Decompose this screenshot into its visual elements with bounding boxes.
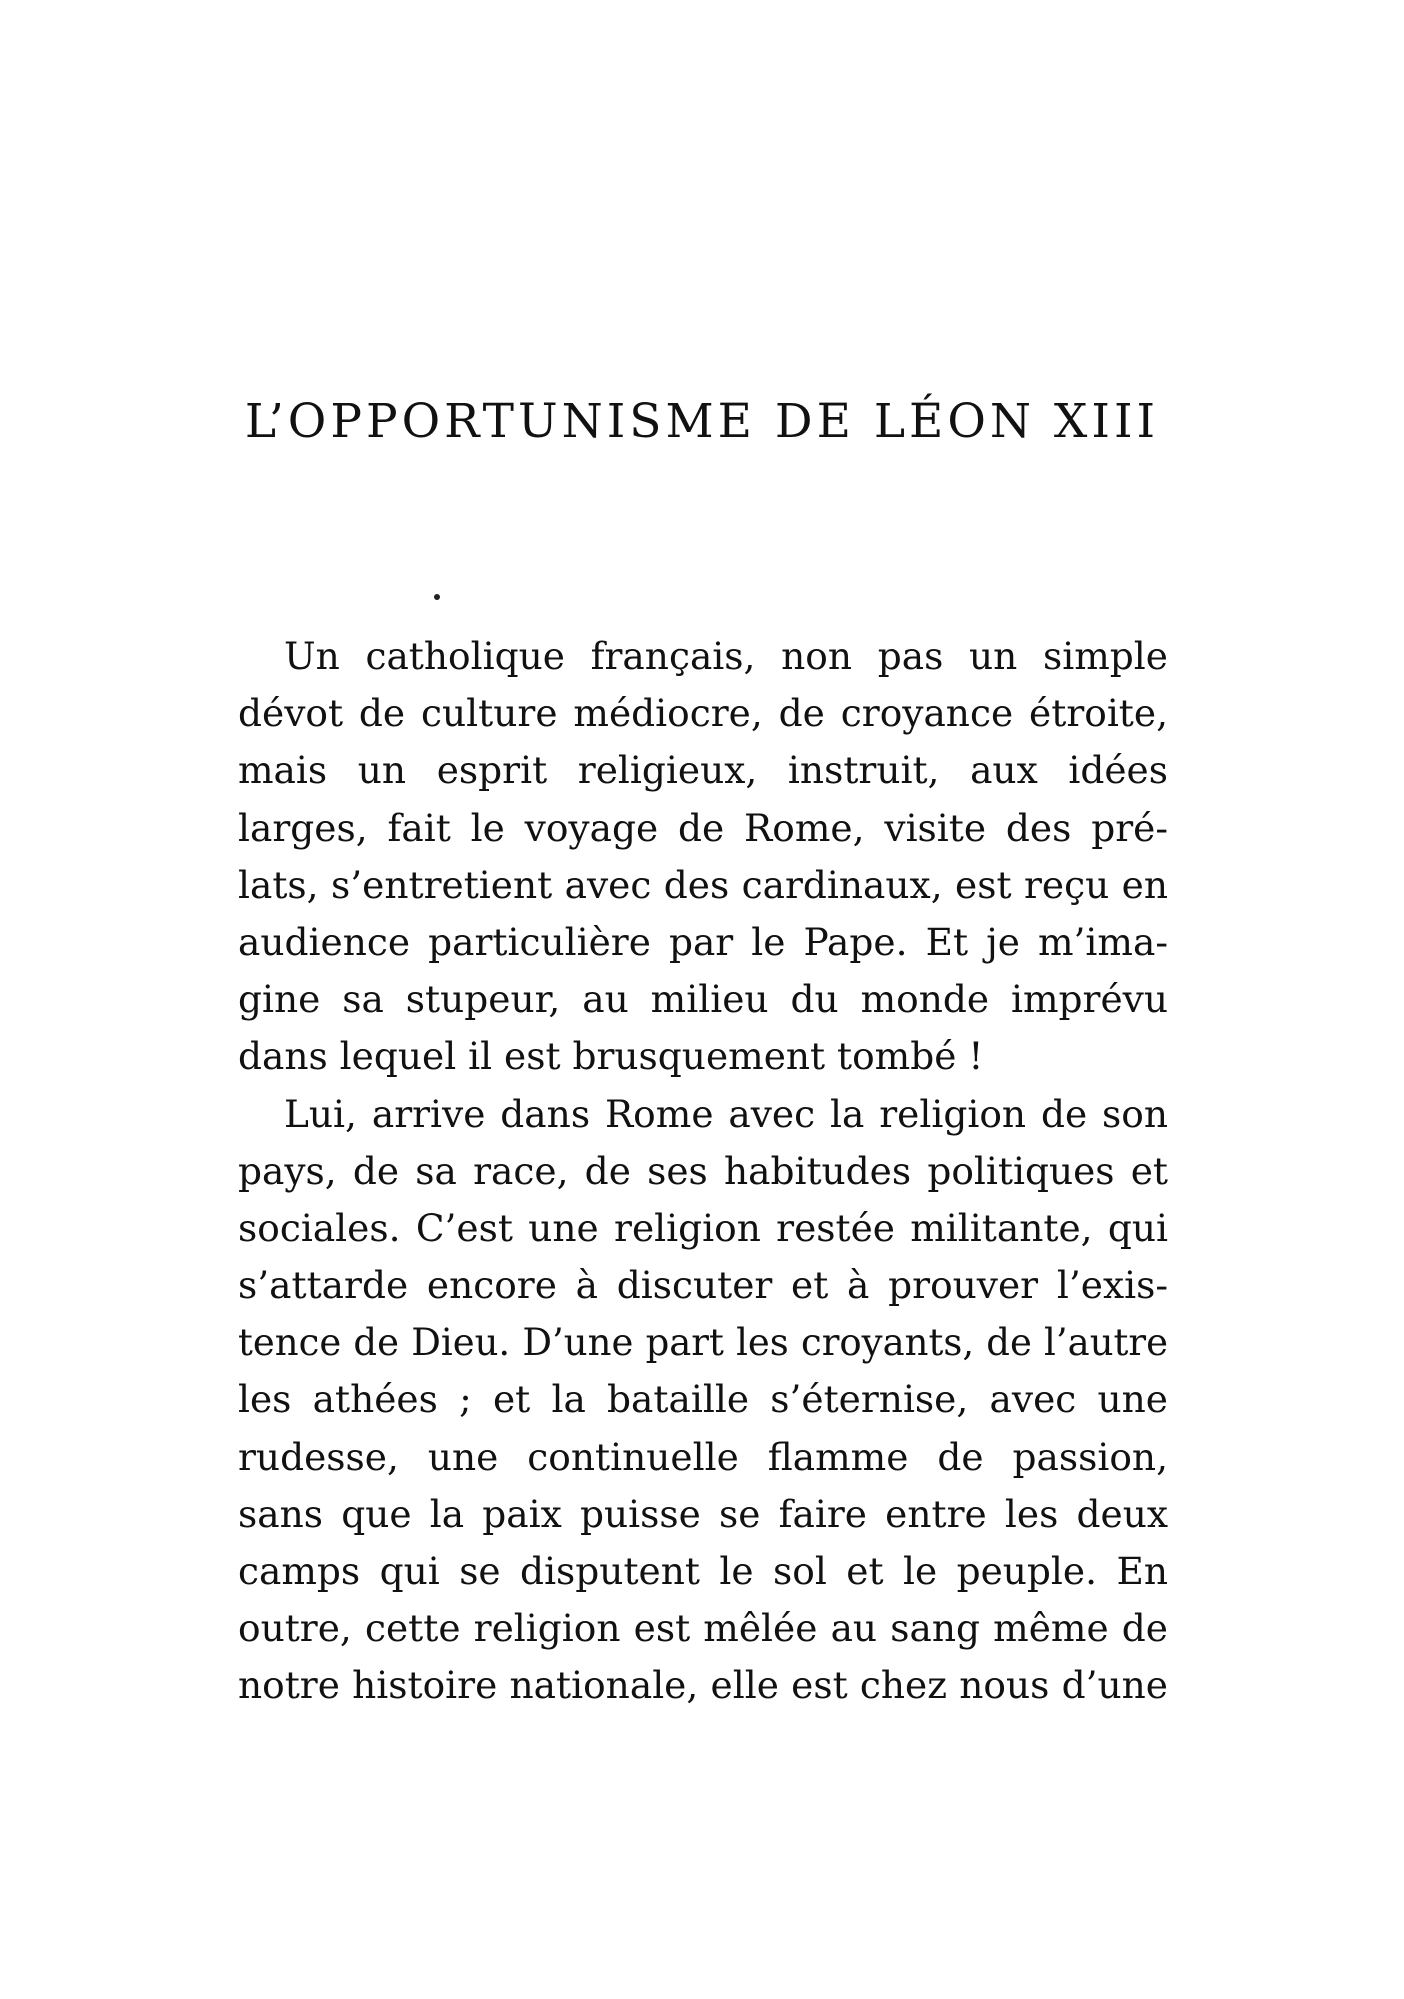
text-line: sans que la paix puisse se faire entre les deux: [238, 1491, 1168, 1536]
text-line: larges, fait le voyage de Rome, visite des pré-: [238, 805, 1168, 850]
ornament-dot: [434, 594, 440, 600]
text-line: dévot de culture médiocre, de croyance étroite,: [238, 691, 1168, 736]
text-line: outre, cette religion est mêlée au sang même de: [238, 1606, 1168, 1651]
paragraph-1: [238, 628, 1168, 1086]
text-line: Un catholique français, non pas un simple: [284, 634, 1168, 678]
text-line: mais un esprit religieux, instruit, aux idées: [238, 748, 1168, 793]
text-line: notre histoire nationale, elle est chez nous d’une: [238, 1663, 1168, 1708]
text-line: rudesse, une continuelle flamme de passion,: [238, 1434, 1168, 1479]
text-line: pays, de sa race, de ses habitudes politiques et: [238, 1148, 1168, 1193]
body-text: [238, 628, 1168, 1715]
text-line: Lui, arrive dans Rome avec la religion de son: [284, 1091, 1168, 1136]
text-line: s’attarde encore à discuter et à prouver l’exis-: [238, 1263, 1168, 1308]
text-line: audience particulière par le Pape. Et je m’ima-: [238, 919, 1168, 964]
text-line: tence de Dieu. D’une part les croyants, de l’autre: [238, 1321, 1168, 1365]
chapter-title: L’OPPORTUNISME DE LÉON XIII: [244, 394, 1160, 449]
text-line: sociales. C’est une religion restée militante, qui: [238, 1205, 1168, 1250]
text-line: lats, s’entretient avec des cardinaux, est reçu en: [238, 862, 1168, 907]
text-line: dans lequel il est brusquement tombé !: [238, 1034, 984, 1079]
text-line: les athées ; et la bataille s’éternise, avec une: [238, 1377, 1168, 1422]
paragraph-2: [238, 1086, 1168, 1715]
text-line: camps qui se disputent le sol et le peuple. En: [238, 1549, 1168, 1593]
text-line: gine sa stupeur, au milieu du monde imprévu: [238, 977, 1168, 1022]
